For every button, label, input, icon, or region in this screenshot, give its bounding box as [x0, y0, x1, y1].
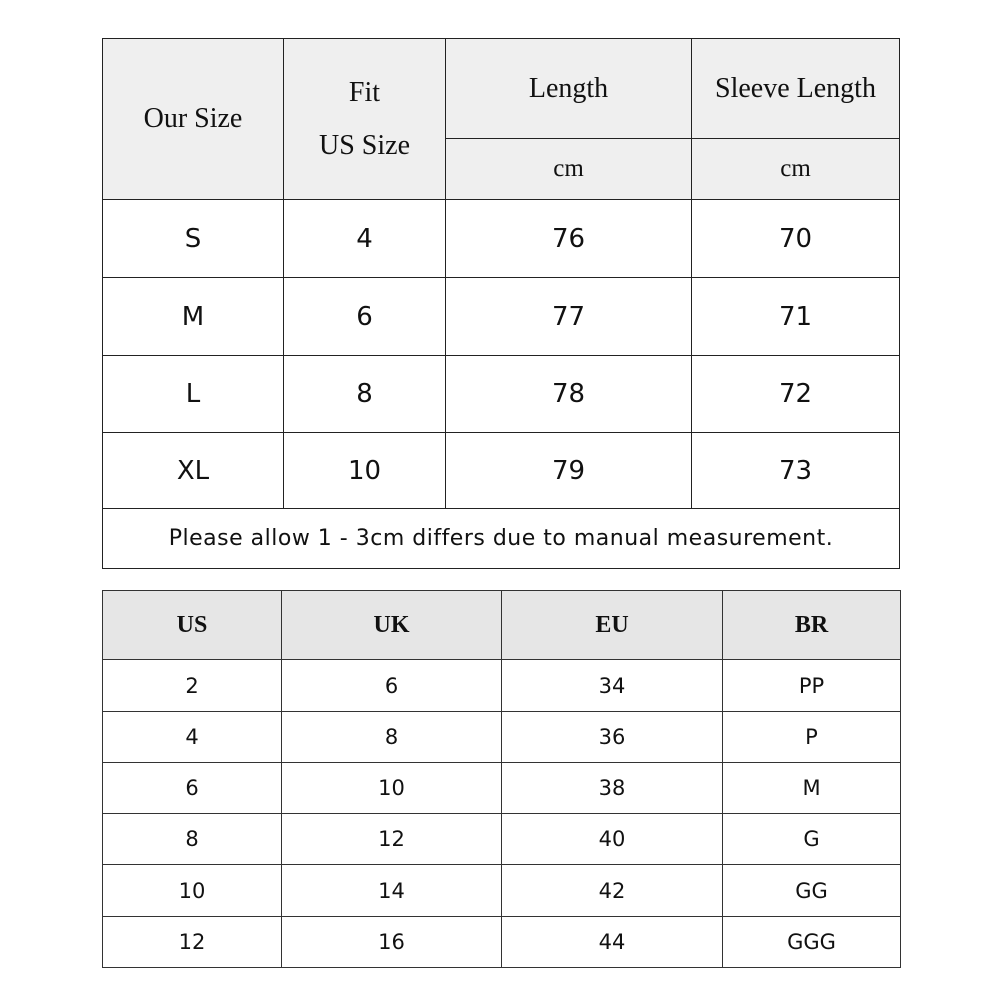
- table-row: [103, 200, 900, 278]
- table-row: [103, 814, 901, 865]
- cell-uk: 14: [282, 865, 502, 917]
- cell-sleeve: 72: [692, 356, 900, 433]
- cell-eu: 42: [502, 865, 723, 917]
- cell-eu: 40: [502, 814, 723, 865]
- header-length-label: Length: [528, 72, 609, 104]
- cell-us-size: 10: [284, 433, 446, 509]
- header-eu: EU: [502, 591, 723, 660]
- cell-br: P: [723, 712, 901, 763]
- cell-eu: 44: [502, 917, 723, 968]
- table-row: [103, 433, 900, 509]
- cell-length: 77: [446, 278, 692, 356]
- cell-us: 4: [103, 712, 282, 763]
- table-row: [103, 865, 901, 917]
- cell-br: G: [723, 814, 901, 865]
- cell-length: 78: [446, 356, 692, 433]
- header-fit-label: Fit: [348, 76, 381, 108]
- header-length: [446, 39, 692, 139]
- header-us-size-label: US Size: [319, 130, 410, 161]
- header-sleeve-length-label: Sleeve Length: [715, 72, 876, 104]
- table-row: [103, 660, 901, 712]
- cell-length: 76: [446, 200, 692, 278]
- measurement-note: Please allow 1 - 3cm differs due to manual measurement.: [103, 509, 900, 569]
- cell-uk: 10: [282, 763, 502, 814]
- table-row: [103, 712, 901, 763]
- header-uk: UK: [282, 591, 502, 660]
- cell-sleeve: 71: [692, 278, 900, 356]
- cell-our-size: S: [103, 200, 284, 278]
- size-conversion-table: [102, 590, 901, 968]
- cell-br: GG: [723, 865, 901, 917]
- cell-eu: 34: [502, 660, 723, 712]
- header-length-unit: cm: [446, 139, 692, 200]
- cell-eu: 38: [502, 763, 723, 814]
- cell-eu: 36: [502, 712, 723, 763]
- header-sleeve-length: [692, 39, 900, 139]
- header-sleeve-unit: cm: [692, 139, 900, 200]
- cell-uk: 16: [282, 917, 502, 968]
- header-us: US: [103, 591, 282, 660]
- conversion-header-row: [103, 591, 901, 660]
- cell-br: GGG: [723, 917, 901, 968]
- table-row: [103, 763, 901, 814]
- header-fit-us-size: [284, 39, 446, 200]
- cell-br: M: [723, 763, 901, 814]
- cell-us: 10: [103, 865, 282, 917]
- cell-uk: 6: [282, 660, 502, 712]
- cell-us: 6: [103, 763, 282, 814]
- cell-our-size: L: [103, 356, 284, 433]
- table-row: [103, 356, 900, 433]
- cell-sleeve: 70: [692, 200, 900, 278]
- header-our-size: [103, 39, 284, 200]
- header-our-size-label: Our Size: [143, 103, 243, 135]
- cell-uk: 8: [282, 712, 502, 763]
- cell-uk: 12: [282, 814, 502, 865]
- cell-us-size: 4: [284, 200, 446, 278]
- cell-sleeve: 73: [692, 433, 900, 509]
- cell-us: 2: [103, 660, 282, 712]
- table-row: [103, 278, 900, 356]
- header-br: BR: [723, 591, 901, 660]
- cell-our-size: XL: [103, 433, 284, 509]
- cell-br: PP: [723, 660, 901, 712]
- cell-us-size: 6: [284, 278, 446, 356]
- table-row: [103, 917, 901, 968]
- cell-us-size: 8: [284, 356, 446, 433]
- size-chart-table: [102, 38, 900, 569]
- cell-our-size: M: [103, 278, 284, 356]
- cell-length: 79: [446, 433, 692, 509]
- cell-us: 8: [103, 814, 282, 865]
- cell-us: 12: [103, 917, 282, 968]
